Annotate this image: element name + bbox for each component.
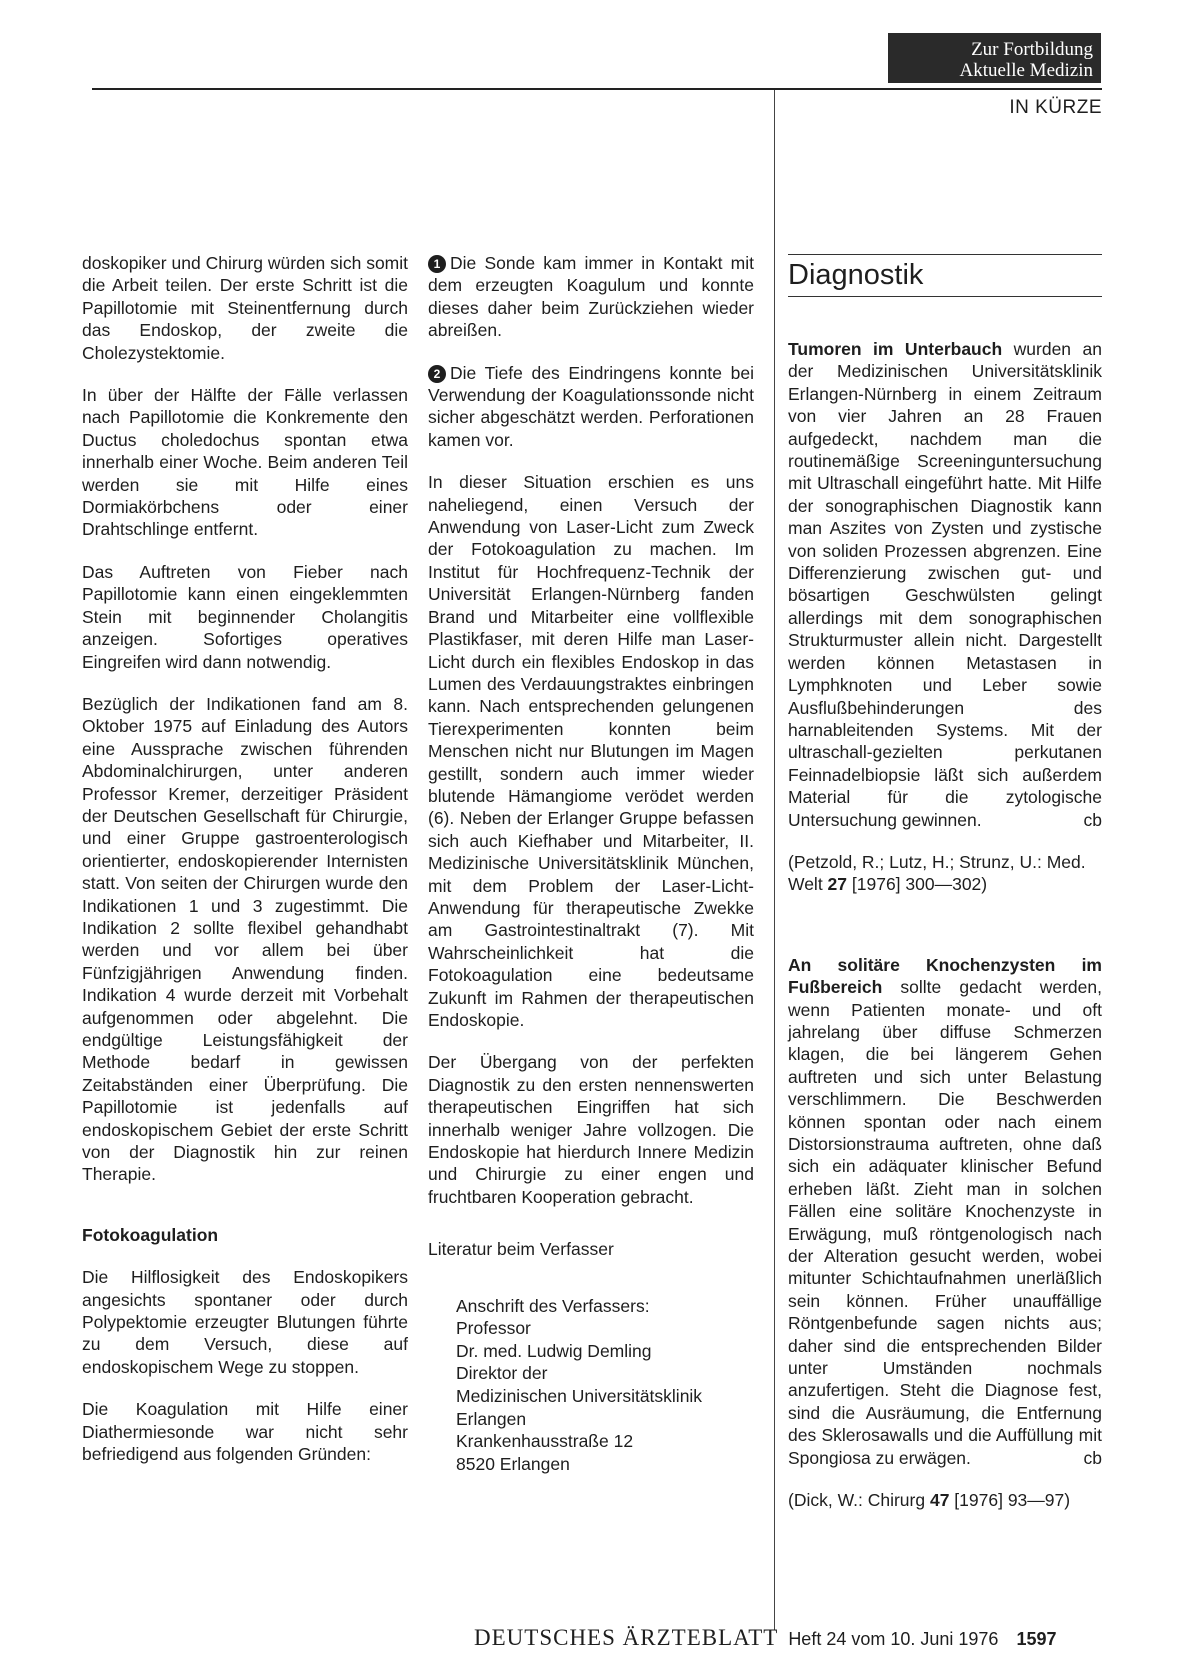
numbered-point bbox=[428, 252, 754, 342]
reference-volume: 47 bbox=[929, 1490, 950, 1511]
address-line: Professor bbox=[456, 1318, 531, 1339]
reference-text: (Petzold, R.; Lutz, H.; Strunz, U.: Med. Welt bbox=[788, 851, 1086, 895]
section-line-1: Zur Fortbildung bbox=[971, 39, 1093, 60]
address-line: Dr. med. Ludwig Demling bbox=[456, 1340, 652, 1361]
column-3 bbox=[788, 338, 1102, 1532]
news-item bbox=[788, 338, 1102, 831]
header-rule bbox=[92, 88, 1102, 90]
news-item bbox=[788, 954, 1102, 1469]
literature-note: Literatur beim Verfasser bbox=[428, 1239, 614, 1260]
reference bbox=[788, 1489, 1102, 1511]
paragraph: Die Hilflosigkeit des Endoskopikers angesichts spontaner oder durch Polypektomie erzeugter Blutungen führte zu dem Versuch, diese auf endoskopischem Wege zu stoppen. bbox=[82, 1267, 408, 1377]
number-badge-2: 2 bbox=[428, 365, 446, 383]
address-line: Krankenhausstraße 12 bbox=[456, 1431, 634, 1452]
reference-text: [1976] 300—302) bbox=[847, 874, 988, 895]
column-1 bbox=[82, 252, 408, 1486]
reference-volume: 27 bbox=[827, 874, 848, 895]
address-line: 8520 Erlangen bbox=[456, 1453, 570, 1474]
title-rule-top bbox=[788, 254, 1102, 255]
address-line: Anschrift des Verfassers: bbox=[456, 1295, 650, 1316]
point-text: Die Sonde kam immer in Kontakt mit dem erzeugten Koagulum und konnte dieses daher beim Zurückziehen wieder abreißen. bbox=[428, 253, 754, 341]
paragraph: Das Auftreten von Fieber nach Papillotomie kann einen eingeklemmten Stein mit beginnender Cholangitis anzeigen. Sofortiges operatives Eingreifen wird dann notwendig. bbox=[82, 561, 408, 672]
column-title: Diagnostik bbox=[788, 259, 924, 291]
item-lead: An solitäre Knochenzysten im Fußbereich bbox=[788, 954, 1102, 998]
address-line: Direktor der bbox=[456, 1363, 548, 1384]
paragraph: Die Koagulation mit Hilfe einer Diathermiesonde war nicht sehr befriedigend aus folgenden Gründen: bbox=[82, 1399, 408, 1465]
column-divider bbox=[774, 90, 775, 1630]
section-heading: Fotokoagulation bbox=[82, 1224, 219, 1245]
paragraph: doskopiker und Chirurg würden sich somit die Arbeit teilen. Der erste Schritt ist die Papillotomie mit Steinentfernung durch das Endoskop, der zweite die Cholezystektomie. bbox=[82, 253, 408, 363]
page-number: 1597 bbox=[1016, 1629, 1057, 1649]
paragraph: In dieser Situation erschien es uns naheliegend, einen Versuch der Anwendung von Laser-Licht zum Zweck der Fotokoagulation zu machen. Im Institut für Hochfrequenz-Technik der Universität Erlangen-Nürnberg fanden Brand und Mitarbeiter eine vollflexible Plastikfaser, mit deren Hilfe man Laser-Licht durch ein flexibles Endoskop in das Lumen des Verdauungstraktes einbringen kann. Nach entsprechenden gelungenen Tierexperimenten konnten beim Menschen nicht nur Blutungen im Magen gestillt, sondern auch immer wieder blutende Hämangiome verödet werden (6). Neben der Erlanger Gruppe befassen sich auch Kiefhaber und Mitarbeiter, II. Medizinische Universitätsklinik München, mit dem Problem der Laser-Licht-Anwendung für therapeutische Zwekke am Gastrointestinaltrakt (7). Mit Wahrscheinlichkeit hat die Fotokoagulation eine bedeutsame Zukunft im Rahmen der therapeutischen Endoskopie. bbox=[428, 472, 754, 1030]
rubric-label: IN KÜRZE bbox=[1009, 97, 1102, 118]
author-address bbox=[456, 1295, 754, 1476]
address-line: Medizinischen Universitätsklinik bbox=[456, 1386, 703, 1407]
section-line-2: Aktuelle Medizin bbox=[959, 60, 1093, 81]
paragraph: Bezüglich der Indikationen fand am 8. Oktober 1975 auf Einladung des Autors eine Aussprache zwischen führenden Abdominalchirurgen, unter anderen Professor Kremer, derzeitiger Präsident der Deutschen Gesellschaft für Chirurgie, und einer Gruppe gastroenterologisch orientierter, endoskopierender Internisten statt. Von seiten der Chirurgen wurde den Indikationen 1 und 3 zugestimmt. Die Indikation 2 sollte flexibel gehandhabt werden und vor allem bei über Fünfzigjährigen Anwendung finden. Indikation 4 wurde derzeit mit Vorbehalt aufgenommen oder abgelehnt. Die endgültige Leistungsfähigkeit der Methode bedarf in gewissen Zeitabständen einer Überprüfung. Die Papillotomie ist jedenfalls auf endoskopischem Gebiet der erste Schritt von der Diagnostik hin zur reinen Therapie. bbox=[82, 693, 408, 1185]
page-footer bbox=[474, 1625, 1057, 1651]
reference bbox=[788, 851, 1102, 896]
author-initials: cb bbox=[1083, 1447, 1102, 1468]
paragraph: Der Übergang von der perfekten Diagnostik zu den ersten nennenswerten therapeutischen Eingriffen hat sich innerhalb weniger Jahre vollzogen. Die Endoskopie hat hierdurch Innere Medizin und Chirurgie zu einer engen und fruchtbaren Kooperation gebracht. bbox=[428, 1052, 754, 1207]
item-lead: Tumoren im Unterbauch bbox=[788, 339, 1003, 359]
issue-info: Heft 24 vom 10. Juni 1976 bbox=[788, 1629, 999, 1649]
numbered-point bbox=[428, 362, 754, 452]
item-text: wurden an der Medizinischen Universitätsklinik Erlangen-Nürnberg in einem Zeitraum von vier Jahren an 28 Frauen aufgedeckt, nachdem man die routinemäßige Screeninguntersuchung mit Ultraschall eingeführt hatte. Mit Hilfe der sonographischen Diagnostik kann man Aszites von Zysten und zystische von soliden Prozessen abgrenzen. Eine Differenzierung zwischen gut- und bösartigen Geschwülsten gelingt allerdings mit dem sonographischen Strukturmuster allein nicht. Dargestellt werden können Metastasen in Lymphknoten und Leber sowie Ausflußbehinderungen des harnableitenden Systems. Mit der ultraschall-gezielten perkutanen Feinnadelbiopsie läßt sich außerdem Material für die zytologische Untersuchung gewinnen. bbox=[788, 339, 1102, 830]
title-rule-bottom bbox=[788, 296, 1102, 297]
number-badge-1: 1 bbox=[428, 255, 446, 273]
address-line: Erlangen bbox=[456, 1408, 527, 1429]
paragraph: In über der Hälfte der Fälle verlassen nach Papillotomie die Konkremente den Ductus choledochus spontan etwa innerhalb einer Woche. Beim anderen Teil werden sie mit Hilfe eines Dormiakörbchens oder einer Drahtschlinge entfernt. bbox=[82, 385, 408, 540]
item-text: sollte gedacht werden, wenn Patienten monate- und oft jahrelang über diffuse Schmerzen klagen, die bei längerem Gehen auftreten und sich unter Belastung verschlimmern. Die Beschwerden können spontan oder nach einem Distorsionstrauma auftreten, ohne daß sich ein adäquater klinischer Befund erheben läßt. Zieht man in solchen Fällen eine solitäre Knochenzyste in Erwägung, muß röntgenologisch nach der Alteration gesucht werden, wobei mitunter Schichtaufnahmen unerläßlich sein können. Früher unauffällige Röntgenbefunde sagen nichts aus; daher sind die entsprechenden Bilder unter Umständen nochmals anzufertigen. Steht die Diagnose fest, sind die Ausräumung, die Entfernung des Sklerosawalls und die Auffüllung mit Spongiosa zu erwägen. bbox=[788, 977, 1102, 1468]
section-label bbox=[888, 33, 1101, 83]
journal-name: DEUTSCHES ÄRZTEBLATT bbox=[474, 1625, 779, 1650]
point-text: Die Tiefe des Eindringens konnte bei Verwendung der Koagulationssonde nicht sicher abgeschätzt werden. Perforationen kamen vor. bbox=[428, 362, 754, 450]
column-2 bbox=[428, 252, 754, 1475]
reference-text: (Dick, W.: Chirurg bbox=[788, 1490, 930, 1511]
author-initials: cb bbox=[1083, 809, 1102, 830]
reference-text: [1976] 93—97) bbox=[949, 1490, 1071, 1511]
